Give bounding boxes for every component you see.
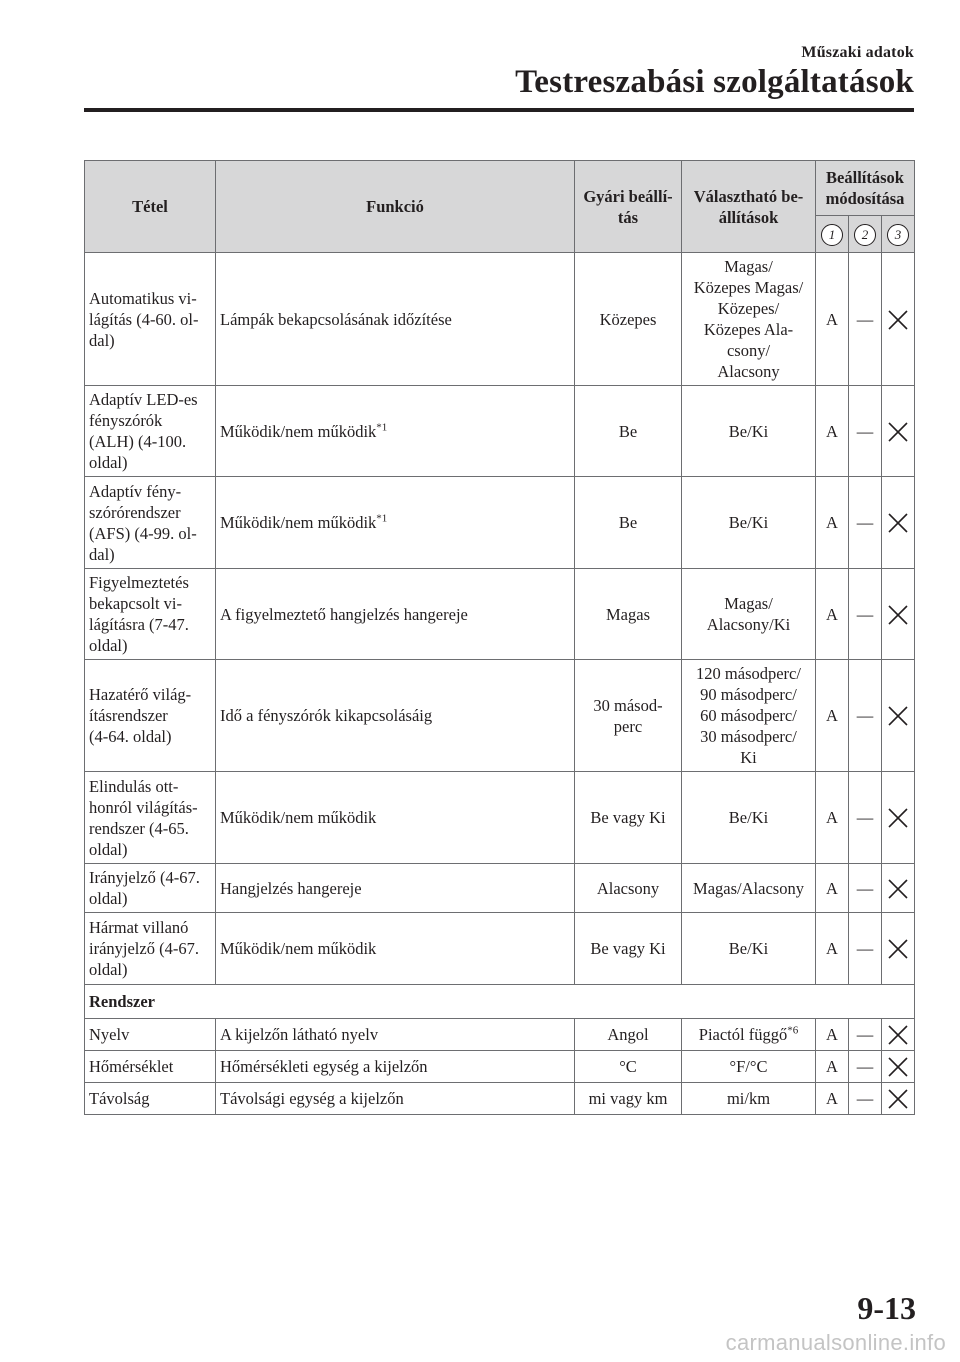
- function-cell: [216, 569, 575, 660]
- item-cell-text: Nyelv: [89, 1025, 130, 1044]
- options-cell-text: Be/Ki: [728, 808, 769, 827]
- table-row: [85, 864, 915, 913]
- method-1-cell: [816, 477, 849, 569]
- method-2-cell-text: —: [856, 1025, 874, 1044]
- customization-table: [84, 160, 915, 1115]
- default-cell: [575, 1083, 682, 1115]
- options-cell-text: Be/Ki: [728, 513, 769, 532]
- table-row: [85, 1019, 915, 1051]
- method-1-cell-text: A: [826, 878, 838, 898]
- method-3-cell: [882, 1051, 915, 1083]
- cross-icon: [887, 603, 909, 622]
- method-2-cell: [849, 772, 882, 864]
- options-cell-text: °F/°C: [729, 1057, 768, 1076]
- default-cell: [575, 913, 682, 985]
- options-cell: [682, 1083, 816, 1115]
- header-rule: [84, 108, 914, 112]
- column-header-item: Tétel: [85, 161, 216, 253]
- section-label: Rendszer: [85, 985, 915, 1019]
- method-1-cell: [816, 660, 849, 772]
- method-2-cell: [849, 569, 882, 660]
- method-1-cell: [816, 386, 849, 477]
- method-2-cell-text: —: [856, 421, 874, 441]
- method-1-cell-text: A: [826, 939, 838, 958]
- method-1-cell-text: A: [826, 604, 838, 624]
- cross-icon: [887, 1088, 909, 1107]
- options-cell-text: 120 másodperc/ 90 másodperc/ 60 másodperc/ 30 másodperc/ Ki: [696, 664, 801, 767]
- method-2-cell: [849, 1051, 882, 1083]
- default-cell-text: °C: [619, 1057, 637, 1076]
- function-cell-text: Idő a fényszórók kikapcsolásáig: [220, 706, 433, 725]
- item-cell: [85, 1051, 216, 1083]
- table-row: [85, 772, 915, 864]
- function-cell: [216, 1019, 575, 1051]
- section-row: [85, 985, 915, 1019]
- method-3-cell: [882, 386, 915, 477]
- options-cell: [682, 772, 816, 864]
- cross-icon: [887, 705, 909, 724]
- table-row: [85, 253, 915, 386]
- item-cell-text: Hőmérséklet: [89, 1057, 174, 1076]
- method-3-cell: [882, 1019, 915, 1051]
- item-cell: [85, 660, 216, 772]
- method-2-cell-text: —: [856, 309, 874, 329]
- default-cell-text: Be vagy Ki: [590, 808, 666, 827]
- method-header-1: [816, 216, 849, 253]
- function-cell-text: Távolsági egység a kijelzőn: [220, 1089, 404, 1108]
- options-cell: [682, 660, 816, 772]
- item-cell-text: Adaptív LED-es fényszórók (ALH) (4-100. oldal): [89, 390, 198, 472]
- options-cell: [682, 1019, 816, 1051]
- page-title: Testreszabási szolgáltatások: [515, 64, 914, 100]
- item-cell-text: Hazatérő világ- ításrendszer (4-64. oldal): [89, 685, 192, 746]
- method-3-cell: [882, 253, 915, 386]
- item-cell-text: Irányjelző (4-67. oldal): [89, 868, 200, 908]
- default-cell-text: Angol: [607, 1025, 649, 1044]
- method-2-cell: [849, 386, 882, 477]
- method-1-cell-text: A: [826, 421, 838, 441]
- circled-number-icon: 1: [821, 224, 843, 246]
- options-cell-text: Magas/ Közepes Magas/ Közepes/ Közepes Ala- csony/ Alacsony: [693, 257, 804, 381]
- method-3-cell: [882, 660, 915, 772]
- method-1-cell-text: A: [826, 706, 838, 725]
- options-cell-text: mi/km: [726, 1089, 771, 1108]
- method-1-cell: [816, 913, 849, 985]
- method-1-cell: [816, 569, 849, 660]
- default-cell: [575, 1051, 682, 1083]
- item-cell: [85, 864, 216, 913]
- default-cell: [575, 1019, 682, 1051]
- default-cell: [575, 660, 682, 772]
- function-cell-text: Működik/nem működik: [220, 421, 377, 441]
- options-cell: [682, 1051, 816, 1083]
- function-cell-text: Működik/nem működik: [220, 939, 377, 958]
- method-3-cell: [882, 477, 915, 569]
- table-row: [85, 1083, 915, 1115]
- item-cell: [85, 1083, 216, 1115]
- item-cell: [85, 1019, 216, 1051]
- method-1-cell: [816, 864, 849, 913]
- method-1-cell: [816, 1051, 849, 1083]
- table-row: [85, 569, 915, 660]
- default-cell-text: Közepes: [599, 309, 657, 329]
- function-cell: [216, 864, 575, 913]
- default-cell-text: 30 másod- perc: [593, 695, 663, 736]
- method-header-3: [882, 216, 915, 253]
- default-cell: [575, 253, 682, 386]
- method-1-cell-text: A: [826, 513, 838, 532]
- options-cell-text: Magas/Alacsony: [693, 878, 804, 898]
- circled-number-icon: 3: [887, 224, 909, 246]
- method-1-cell: [816, 1019, 849, 1051]
- column-header-function: Funkció: [216, 161, 575, 253]
- method-1-cell-text: A: [826, 309, 838, 329]
- function-cell: [216, 660, 575, 772]
- function-cell-text: Működik/nem működik: [220, 808, 377, 827]
- function-cell-text: A figyelmeztető hangjelzés hangereje: [220, 604, 468, 624]
- section-title: Műszaki adatok: [801, 44, 914, 61]
- column-header-options: Választható be- állítások: [682, 161, 816, 253]
- item-cell: [85, 913, 216, 985]
- default-cell-text: mi vagy km: [588, 1089, 668, 1108]
- default-cell-text: Be: [618, 513, 638, 532]
- options-cell: [682, 477, 816, 569]
- method-3-cell: [882, 569, 915, 660]
- table-row: [85, 386, 915, 477]
- method-2-cell-text: —: [856, 808, 874, 827]
- item-cell-text: Távolság: [89, 1089, 150, 1108]
- method-1-cell: [816, 772, 849, 864]
- method-1-cell-text: A: [826, 808, 838, 827]
- default-cell: [575, 386, 682, 477]
- table-row: [85, 1051, 915, 1083]
- function-cell: [216, 772, 575, 864]
- cross-icon: [887, 420, 909, 439]
- options-cell: [682, 864, 816, 913]
- item-cell: [85, 253, 216, 386]
- default-cell: [575, 864, 682, 913]
- footnote-marker: *1: [376, 512, 388, 525]
- default-cell-text: Be vagy Ki: [590, 939, 666, 958]
- column-header-modify: Beállítások módosítása: [816, 161, 915, 216]
- function-cell: [216, 386, 575, 477]
- method-2-cell-text: —: [856, 604, 874, 624]
- circled-number-icon: 2: [854, 224, 876, 246]
- function-cell-text: Hőmérsékleti egység a kijelzőn: [220, 1057, 428, 1076]
- method-2-cell-text: —: [856, 878, 874, 898]
- method-header-2: [849, 216, 882, 253]
- default-cell: [575, 772, 682, 864]
- cross-icon: [887, 877, 909, 896]
- default-cell-text: Alacsony: [596, 878, 660, 898]
- options-cell-text: Be/Ki: [728, 421, 769, 441]
- method-2-cell: [849, 1083, 882, 1115]
- item-cell-text: Automatikus vi- lágítás (4-60. ol- dal): [89, 288, 199, 350]
- method-2-cell: [849, 913, 882, 985]
- options-cell: [682, 253, 816, 386]
- item-cell: [85, 386, 216, 477]
- cross-icon: [887, 512, 909, 531]
- options-cell-text: Magas/ Alacsony/Ki: [706, 594, 791, 634]
- table-row: [85, 913, 915, 985]
- cross-icon: [887, 308, 909, 327]
- cross-icon: [887, 1056, 909, 1075]
- cross-icon: [887, 938, 909, 957]
- default-cell-text: Magas: [606, 604, 650, 624]
- item-cell: [85, 772, 216, 864]
- method-1-cell-text: A: [826, 1089, 838, 1108]
- item-cell: [85, 477, 216, 569]
- function-cell-text: Hangjelzés hangereje: [220, 878, 362, 898]
- page-number: 9-13: [857, 1290, 916, 1326]
- column-header-default: Gyári beállí- tás: [575, 161, 682, 253]
- method-1-cell: [816, 1083, 849, 1115]
- method-3-cell: [882, 1083, 915, 1115]
- item-cell-text: Elindulás ott- honról világítás- rendszer (4-65. oldal): [89, 776, 198, 859]
- method-2-cell: [849, 660, 882, 772]
- item-cell-text: Figyelmeztetés bekapcsolt vi- lágításra (7-47. oldal): [89, 573, 189, 655]
- method-3-cell: [882, 913, 915, 985]
- options-cell: [682, 913, 816, 985]
- table-row: [85, 477, 915, 569]
- footnote-marker: *6: [787, 1024, 799, 1037]
- watermark: carmanualsonline.info: [725, 1330, 946, 1355]
- method-2-cell-text: —: [856, 513, 874, 532]
- method-3-cell: [882, 864, 915, 913]
- method-1-cell-text: A: [826, 1025, 838, 1044]
- item-cell-text: Hármat villanó irányjelző (4-67. oldal): [89, 918, 199, 979]
- function-cell: [216, 1051, 575, 1083]
- item-cell: [85, 569, 216, 660]
- options-cell-text: Piactól függő: [698, 1025, 788, 1044]
- cross-icon: [887, 807, 909, 826]
- method-1-cell-text: A: [826, 1057, 838, 1076]
- item-cell-text: Adaptív fény- szórórendszer (AFS) (4-99. ol- dal): [89, 481, 197, 564]
- function-cell-text: Működik/nem működik: [220, 513, 377, 532]
- function-cell: [216, 913, 575, 985]
- footnote-marker: *1: [376, 421, 388, 433]
- method-2-cell: [849, 864, 882, 913]
- options-cell: [682, 569, 816, 660]
- function-cell-text: Lámpák bekapcsolásának időzítése: [220, 309, 452, 329]
- default-cell: [575, 569, 682, 660]
- method-2-cell: [849, 1019, 882, 1051]
- method-2-cell-text: —: [856, 1057, 874, 1076]
- method-2-cell: [849, 477, 882, 569]
- function-cell: [216, 1083, 575, 1115]
- method-2-cell-text: —: [856, 1089, 874, 1108]
- cross-icon: [887, 1024, 909, 1043]
- table-row: [85, 660, 915, 772]
- method-1-cell: [816, 253, 849, 386]
- default-cell: [575, 477, 682, 569]
- method-2-cell-text: —: [856, 706, 874, 725]
- method-3-cell: [882, 772, 915, 864]
- method-2-cell: [849, 253, 882, 386]
- function-cell: [216, 477, 575, 569]
- method-2-cell-text: —: [856, 939, 874, 958]
- default-cell-text: Be: [618, 421, 638, 441]
- options-cell-text: Be/Ki: [728, 939, 769, 958]
- options-cell: [682, 386, 816, 477]
- function-cell-text: A kijelzőn látható nyelv: [220, 1025, 379, 1044]
- function-cell: [216, 253, 575, 386]
